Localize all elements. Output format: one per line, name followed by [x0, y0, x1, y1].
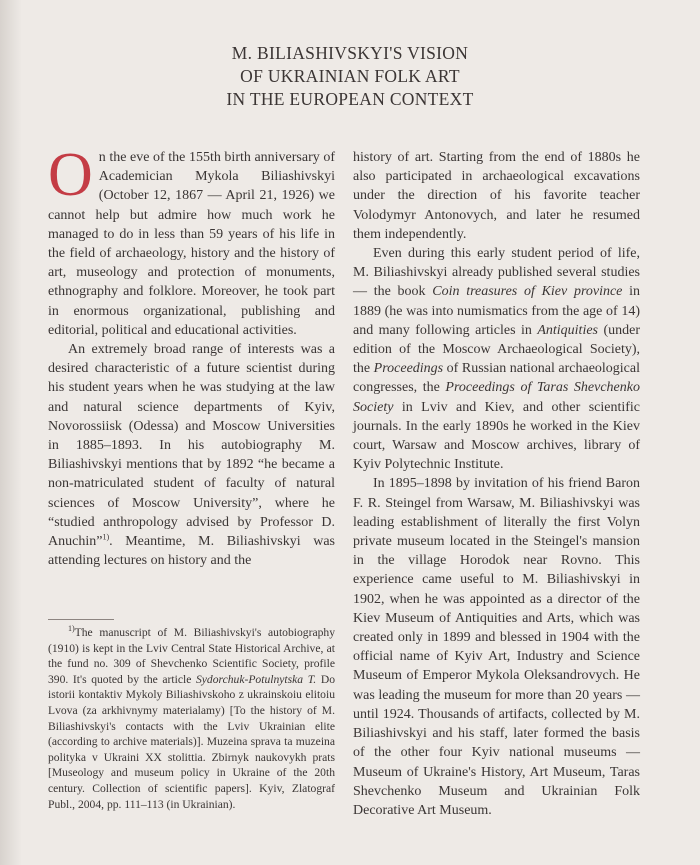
p4-e: in Lviv and Kiev, and other scientific journals. In the early 1890s he worked in the Kiev court, Warsaw and Moscow archives, library of Kyiv Polytechnic Institute. — [353, 399, 640, 473]
paragraph-2 — [48, 340, 335, 570]
footnote-mark: 1) — [68, 624, 75, 634]
footnote-author: Sydorchuk-Potulnytska T. — [195, 672, 317, 686]
title-line-1: M. BILIASHIVSKYI'S VISION — [231, 43, 469, 63]
paragraph-3: history of art. Starting from the end of 1880s he also participated in archaeological excavations under the direction of his favorite teacher Volodymyr Antonovych, and later he resumed them independently. — [353, 150, 640, 242]
footnote — [48, 625, 335, 812]
footnote-text-b: Do istorii kontaktiv Mykoly Biliashivskoho z ukrainskoiu elitoiu Lvova (za arkhivnymy materialamy) [To the history of M. Biliashivskyi's contacts with the Lviv Ukrainian elite (according to archive materials)]. Muzeina sprava ta muzeina polityka v Ukraini XX stolittia. Zbirnyk naukovykh prats [Museology and museum policy in Ukraine of the 20th century. Collection of scientific papers]. Kyiv, Zlatograf Publ., 2004, pp. 111–113 (in Ukrainian). — [48, 672, 335, 811]
paragraph-1 — [48, 141, 335, 340]
footnote-ref-1: 1) — [102, 532, 110, 542]
right-column — [353, 148, 640, 820]
p4-proceedings-shevchenko: Proceedings of Taras Shevchenko Society — [353, 380, 640, 415]
p4-c: (under edition of the Moscow Archaeological Society), the — [353, 322, 640, 377]
footnote-1 — [48, 625, 335, 812]
p4-book-title: Coin treasures of Kiev province — [432, 284, 623, 300]
footnote-text-a: The manuscript of M. Biliashivskyi's autobiography (1910) is kept in the Lviv Central State Historical Archive, at the fund no. 309 of Shevchenko Scientific Society, profile 390. It's quoted by the article — [48, 626, 335, 686]
paragraph-5: In 1895–1898 by invitation of his friend Baron F. R. Steingel from Warsaw, M. Biliashivskyi was leading establishment of literally the first Volyn private museum located in the Steingel's mansion in the village Horodok near Rovno. This experience came useful to M. Biliashivskyi in 1902, when he was appointed as a director of the Kiev Museum of Antiquities and Arts, which was created only in 1899 and blessed in 1904 with the official name of Kyiv Art, Industry and Science Museum of Emperor Mykola Oleksandrovych. He was leading the museum for more than 20 years — until 1924. Thousands of artifacts, collected by M. Biliashivskyi and his staff, later formed the basis of the other four Kyiv national museums — Museum of Ukraine's History, Art Museum, Taras Shevchenko Museum and Ukrainian Folk Decorative Art Museum. — [353, 476, 640, 818]
p4-proceedings: Proceedings — [373, 361, 444, 377]
p4-journal-antiquities: Antiquities — [537, 322, 598, 338]
footnote-divider — [48, 619, 114, 620]
p4-b: in 1889 (he was into numismatics from the age of 14) and many following articles in — [353, 284, 641, 338]
p4-a: Even during this early student period of life, M. Biliashivskyi already published several studies — the book — [353, 246, 640, 300]
paragraph-2-text: An extremely broad range of interests was a desired characteristic of a future scientist during his student years when he was studying at the law and natural science departments of Kyiv, Novorossiisk (Odessa) and Moscow Universities in 1885–1893. In his autobiography M. Biliashivskyi mentions that by 1892 “he became a non-matriculated student of faculty of natural sciences of Moscow University”, where he “studied anthropology advised by Professor D. Anuchin” — [48, 342, 335, 550]
article-title — [0, 42, 700, 111]
title-line-2: OF UKRAINIAN FOLK ART — [240, 66, 460, 86]
drop-cap: O — [48, 141, 93, 209]
left-column — [48, 141, 335, 570]
title-line-3: IN THE EUROPEAN CONTEXT — [226, 89, 474, 109]
paragraph-2-tail: . Meantime, M. Biliashivskyi was attending lectures on history and the — [48, 534, 335, 569]
paragraph-4 — [353, 244, 640, 474]
p4-d: of Russian national archaeological congresses, the — [353, 361, 640, 396]
paragraph-1-text: n the eve of the 155th birth anniversary of Academician Mykola Biliashivskyi (October 12, 1867 — April 21, 1926) we cannot help but admire how much work he managed to do in less than 59 years of his life in the field of archaeology, history and the history of art, museology and protection of monuments, ethnography and folklore. Moreover, he took part in enormous organizational, publishing and editorial, political and educational activities. — [48, 150, 335, 338]
page-gutter-shadow — [0, 0, 22, 865]
